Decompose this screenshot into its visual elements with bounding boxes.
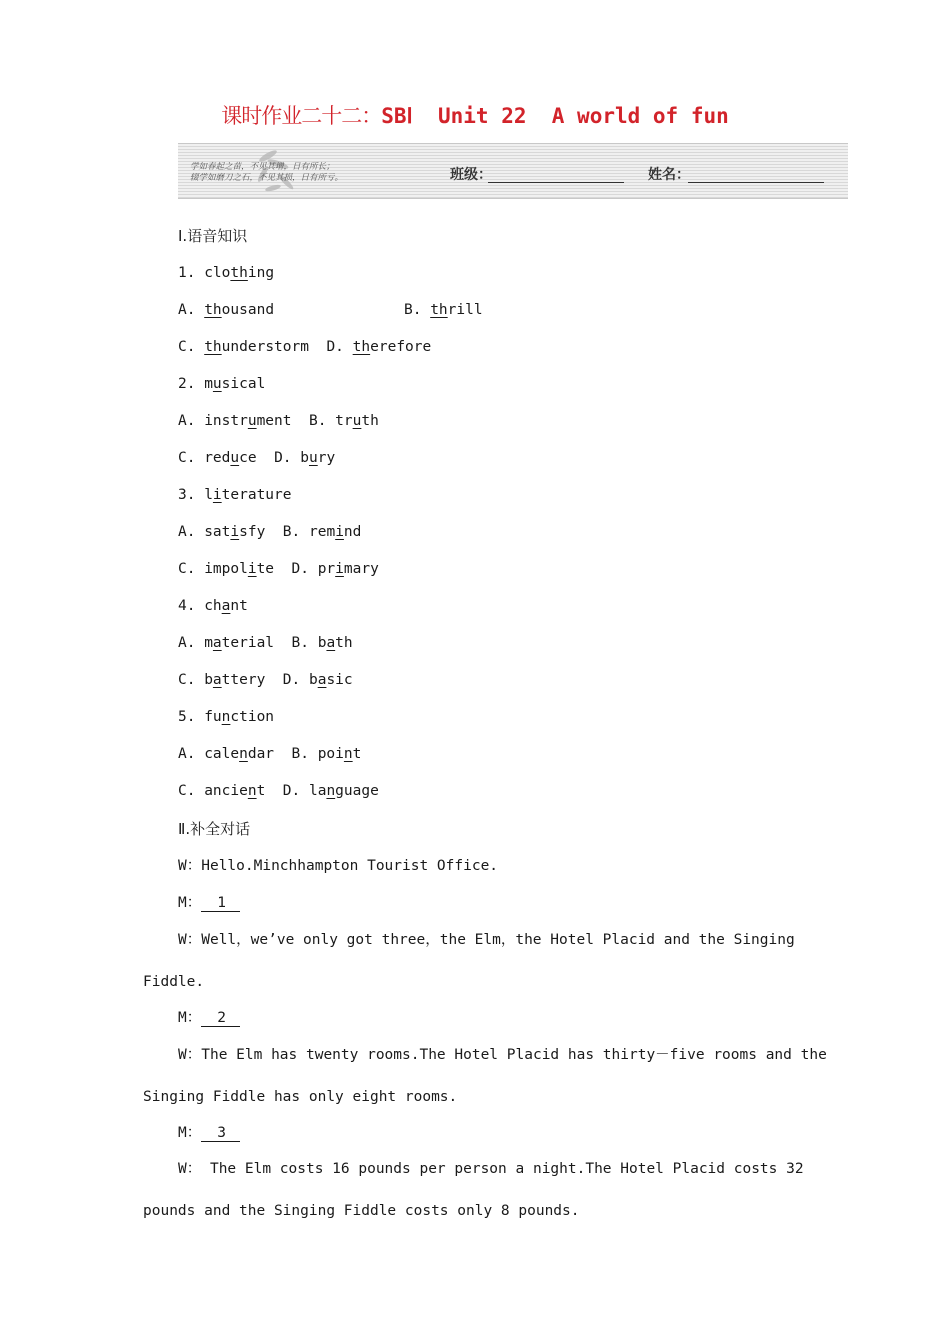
option-a-b: A. material B. bath [178, 635, 353, 651]
section-heading-dialogue: Ⅱ.补全对话 [178, 820, 251, 838]
question-stem: 4. chant [178, 598, 248, 614]
class-field[interactable] [488, 182, 624, 183]
answer-blank-1[interactable]: 1 [201, 895, 240, 912]
dialogue-line-w: W：Well，we’ve only got three，the Elm，the Hotel Placid and the Singing [178, 932, 795, 948]
option-c-d: C. thunderstorm D. therefore [178, 339, 432, 355]
option-b: B. thrill [404, 302, 483, 318]
header-banner [178, 143, 848, 199]
question-stem: 3. literature [178, 487, 292, 503]
option-c-d: C. battery D. basic [178, 672, 353, 688]
page-title: 课时作业二十二：SBⅠ Unit 22 A world of fun [221, 104, 729, 128]
name-field[interactable] [688, 182, 824, 183]
class-label: 班级： [450, 167, 492, 183]
dialogue-line-m: M： 2 [178, 1008, 240, 1028]
option-a-b: A. instrument B. truth [178, 413, 379, 429]
option-a-b: A. calendar B. point [178, 746, 362, 762]
dialogue-line-w: W：The Elm has twenty rooms.The Hotel Placid has thirty－five rooms and the [178, 1047, 827, 1063]
section-heading-phonetics: Ⅰ.语音知识 [178, 227, 248, 245]
dialogue-line-w-cont: Fiddle. [143, 974, 205, 990]
option-a: A. thousand [178, 302, 275, 318]
dialogue-line-m: M： 1 [178, 893, 240, 913]
question-stem: 5. function [178, 709, 275, 725]
option-c-d: C. ancient D. language [178, 783, 379, 799]
dialogue-line-w-cont: Singing Fiddle has only eight rooms. [143, 1089, 458, 1105]
dialogue-line-w-cont: pounds and the Singing Fiddle costs only 8 pounds. [143, 1203, 580, 1219]
answer-blank-3[interactable]: 3 [201, 1125, 240, 1142]
option-c-d: C. impolite D. primary [178, 561, 379, 577]
dialogue-line-m: M： 3 [178, 1123, 240, 1143]
dialogue-line-w: W：Hello.Minchhampton Tourist Office. [178, 858, 499, 874]
dialogue-line-w: W： The Elm costs 16 pounds per person a night.The Hotel Placid costs 32 [178, 1161, 804, 1177]
name-label: 姓名： [648, 167, 690, 183]
option-c-d: C. reduce D. bury [178, 450, 336, 466]
question-stem: 1. clothing [178, 265, 275, 281]
question-stem: 2. musical [178, 376, 266, 392]
motto: 学如春起之苗，不见其增，日有所长； 辍学如磨刀之石，不见其损，日有所亏。 [190, 162, 344, 183]
option-a-b: A. satisfy B. remind [178, 524, 362, 540]
answer-blank-2[interactable]: 2 [201, 1010, 240, 1027]
